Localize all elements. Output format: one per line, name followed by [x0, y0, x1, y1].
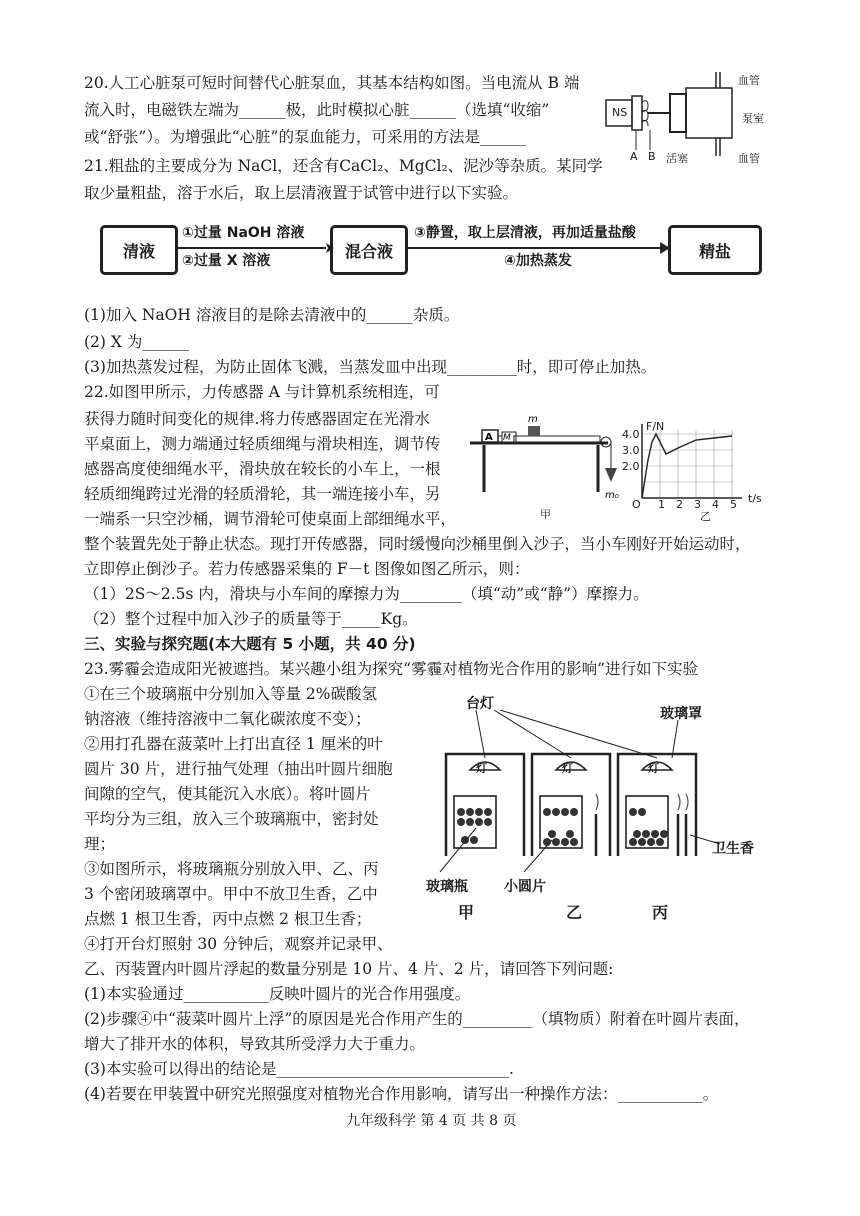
q23-line-1: 23.雾霾会造成阳光被遮挡。某兴趣小组为探究“雾霾对植物光合作用的影响”进行如下实验 — [84, 660, 699, 678]
lamp-3-text: 灯 — [648, 762, 659, 775]
incense-label: 卫生香 — [712, 841, 754, 857]
caption-yi-23: 乙 — [566, 903, 583, 922]
y-axis-label: F/N — [646, 420, 665, 433]
svg-text:m: m — [528, 414, 538, 425]
q23-step-2d: 平均分为三组，放入三个玻璃瓶中，密封处 — [84, 810, 379, 828]
vessel-bottom-label: 血管 — [738, 152, 760, 165]
q23-sub-2a: (2)步骤④中“菠菜叶圆片上浮”的原因是光合作用产生的_________（填物质）附着在叶圆片表面， — [84, 1010, 750, 1028]
page-footer: 九年级科学 第 4 页 共 8 页 — [346, 1113, 517, 1129]
flow-step-4: ④加热蒸发 — [504, 253, 572, 269]
q23-step-2a: ②用打孔器在菠菜叶上打出直径 1 厘米的叶 — [84, 735, 383, 753]
q23-step-1b: 钠溶液（维持溶液中二氧化碳浓度不变）； — [84, 710, 371, 728]
lamp-1-text: 灯 — [476, 762, 487, 775]
x-tick-3: 3 — [694, 498, 701, 511]
caption-jia: 甲 — [540, 508, 551, 521]
q22-line-7: 整个装置先处于静止状态。现打开传感器，同时缓慢向沙桶里倒入沙子，当小车刚好开始运动时， — [84, 535, 751, 553]
glass-cover-label: 玻璃罩 — [660, 706, 702, 722]
glass-bottle-label: 玻璃瓶 — [426, 879, 468, 895]
flow-box-refined-salt: 精盐 — [668, 225, 762, 275]
flow-step-1: ①过量 NaOH 溶液 — [182, 225, 305, 241]
q23-step-4a: ④打开台灯照射 30 分钟后，观察并记录甲、 — [84, 935, 393, 953]
caption-bing-23: 丙 — [652, 903, 669, 922]
flow-box-clear-liquid: 清液 — [100, 225, 178, 275]
label-a: A — [630, 150, 638, 163]
chamber-label: 泵室 — [742, 112, 764, 125]
photosynthesis-experiment-figure — [420, 710, 760, 900]
y-tick-4: 4.0 — [622, 428, 640, 441]
q22-line-6: 一端系一只空沙桶，调节滑轮可使桌面上部细绳水平， — [84, 510, 457, 528]
q22-sub-2: （2）整个过程中加入沙子的质量等于_____Kg。 — [84, 610, 418, 628]
caption-jia-23: 甲 — [458, 903, 475, 922]
q22-line-2: 获得力随时间变化的规律.将力传感器固定在光滑水 — [84, 410, 430, 428]
flow-step-2: ②过量 X 溶液 — [182, 253, 271, 269]
section-3-heading: 三、实验与探究题(本大题有 5 小题，共 40 分) — [84, 635, 416, 653]
x-tick-0: O — [632, 498, 641, 511]
q23-step-2b: 圆片 30 片，进行抽气处理（抽出叶圆片细胞 — [84, 760, 393, 778]
q22-line-5: 轻质细绳跨过光滑的轻质滑轮，其一端连接小车，另 — [84, 485, 441, 503]
q23-step-3b: 3 个密闭玻璃罩中。甲中不放卫生香，乙中 — [84, 885, 378, 903]
q22-line-1: 22.如图甲所示，力传感器 A 与计算机系统相连，可 — [84, 383, 440, 401]
q22-line-8: 立即停止倒沙子。若力传感器采集的 F－t 图像如图乙所示，则： — [84, 560, 530, 578]
svg-text:A: A — [485, 432, 493, 443]
q21-line-2: 取少量粗盐，溶于水后，取上层清液置于试管中进行以下实验。 — [84, 184, 519, 202]
piston-label: 活塞 — [666, 152, 688, 165]
lamp-label: 台灯 — [466, 696, 494, 712]
q21-sub-2: (2) X 为______ — [84, 333, 189, 351]
x-tick-1: 1 — [658, 498, 665, 511]
q20-line-2: 流入时，电磁铁左端为______极，此时模拟心脏______（选填“收缩” — [84, 101, 550, 119]
q20-line-1: 20.人工心脏泵可短时间替代心脏泵血，其基本结构如图。当电流从 B 端 — [84, 74, 580, 92]
y-tick-3: 3.0 — [622, 444, 640, 457]
flow-step-3: ③静置，取上层清液，再加适量盐酸 — [414, 225, 636, 241]
svg-text:M: M — [503, 433, 511, 443]
flow-box-mixture: 混合液 — [330, 225, 408, 275]
vessel-top-label: 血管 — [738, 74, 760, 87]
q23-step-3c: 点燃 1 根卫生香，丙中点燃 2 根卫生香； — [84, 910, 372, 928]
q22-line-3: 平桌面上，测力端通过轻质细绳与滑块相连，调节传 — [84, 435, 441, 453]
q20-line-3: 或“舒张”）。为增强此“心脏”的泵血能力，可采用的方法是______ — [84, 128, 527, 146]
caption-yi: 乙 — [700, 510, 711, 523]
leaf-disc-label: 小圆片 — [504, 879, 546, 895]
q23-step-3a: ③如图所示，将玻璃瓶分别放入甲、乙、丙 — [84, 860, 379, 878]
x-tick-4: 4 — [712, 498, 719, 511]
q23-sub-4: (4)若要在甲装置中研究光照强度对植物光合作用影响，请写出一种操作方法：___________。 — [84, 1085, 719, 1103]
q21-line-1: 21.粗盐的主要成分为 NaCl，还含有CaCl₂、MgCl₂、泥沙等杂质。某同学 — [84, 157, 603, 175]
y-tick-2: 2.0 — [622, 460, 640, 473]
q23-step-2e: 理； — [84, 835, 116, 853]
label-b: B — [648, 150, 656, 163]
x-tick-5: 5 — [730, 498, 737, 511]
lamp-2-text: 灯 — [562, 762, 573, 775]
q23-sub-3: (3)本实验可以得出的结论是______________________________. — [84, 1060, 514, 1078]
ns-label: NS — [612, 106, 628, 119]
q23-step-2c: 间隙的空气，使其能沉入水底）。将叶圆片 — [84, 785, 371, 803]
x-axis-label: t/s — [748, 492, 762, 505]
q21-sub-3: (3)加热蒸发过程，为防止固体飞溅，当蒸发皿中出现_________时，即可停止加热。 — [84, 358, 657, 376]
q21-sub-1: (1)加入 NaOH 溶液目的是除去清液中的______杂质。 — [84, 306, 460, 324]
q23-sub-1: (1)本实验通过___________反映叶圆片的光合作用强度。 — [84, 985, 471, 1003]
x-tick-2: 2 — [676, 498, 683, 511]
q23-sub-2b: 增大了排开水的体积，导致其所受浮力大于重力。 — [84, 1035, 426, 1053]
q23-step-1a: ①在三个玻璃瓶中分别加入等量 2%碳酸氢 — [84, 685, 378, 703]
q23-step-4b: 乙、丙装置内叶圆片浮起的数量分别是 10 片、4 片、2 片，请回答下列问题: — [84, 960, 614, 978]
svg-text:m₀: m₀ — [605, 490, 619, 501]
q22-line-4: 感器高度使细绳水平，滑块放在较长的小车上，一根 — [84, 460, 441, 478]
q22-sub-1: （1）2S～2.5s 内，滑块与小车间的摩擦力为________（填“动”或“静”）摩擦力。 — [84, 585, 649, 603]
